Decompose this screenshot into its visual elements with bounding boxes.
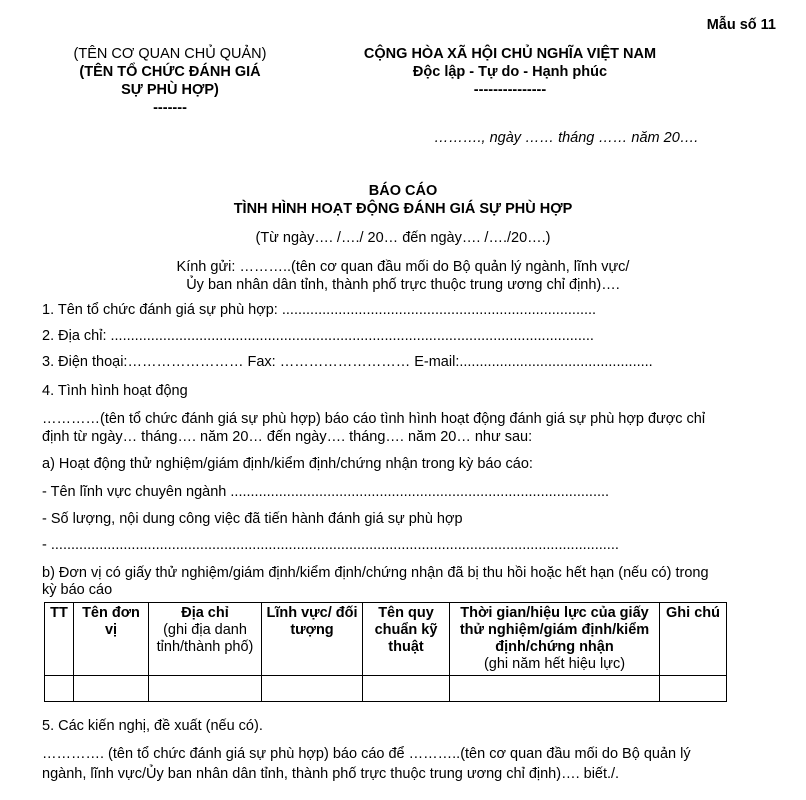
report-period: (Từ ngày…. /…./ 20… đến ngày…. /…./20….) xyxy=(255,230,551,246)
address-field: 2. Địa chỉ: ........................................................................................................................ xyxy=(42,328,594,344)
contact-field: 3. Điện thoại:…………………… Fax: ……………………… E-mail:................................................ xyxy=(42,354,653,370)
national-rule: --------------- xyxy=(473,82,547,98)
recipient-block xyxy=(0,258,806,294)
col-address: Địa chỉ (ghi địa danh tỉnh/thành phố) xyxy=(149,603,262,676)
report-title-line1: BÁO CÁO xyxy=(368,183,438,199)
national-title: CỘNG HÒA XÃ HỘI CHỦ NGHĨA VIỆT NAM xyxy=(363,46,657,62)
table-cell[interactable] xyxy=(660,676,727,702)
col-field: Lĩnh vực/ đối tượng xyxy=(262,603,363,676)
table-row xyxy=(45,676,727,702)
section4-intro-line1: …………(tên tổ chức đánh giá sự phù hợp) báo cáo tình hình hoạt động đánh giá sự phù hợp được chỉ xyxy=(42,411,706,427)
org-name-placeholder-1: (TÊN TỔ CHỨC ĐÁNH GIÁ xyxy=(79,64,261,80)
col-standard: Tên quy chuẩn kỹ thuật xyxy=(363,603,450,676)
agency-rule: ------- xyxy=(153,100,187,116)
section4a-heading: a) Hoạt động thử nghiệm/giám định/kiểm định/chứng nhận trong kỳ báo cáo: xyxy=(42,456,533,472)
report-title-line2: TÌNH HÌNH HOẠT ĐỘNG ĐÁNH GIÁ SỰ PHÙ HỢP xyxy=(233,201,573,217)
form-number: Mẫu số 11 xyxy=(706,17,776,33)
col-unit-name: Tên đơn vị xyxy=(74,603,149,676)
org-name-field: 1. Tên tổ chức đánh giá sự phù hợp: .............................................................................. xyxy=(42,302,597,318)
agency-header xyxy=(40,45,300,117)
col-tt: TT xyxy=(45,603,74,676)
section5-line1: …………. (tên tổ chức đánh giá sự phù hợp) báo cáo để ………..(tên cơ quan đầu mối do Bộ quản lý xyxy=(42,746,691,762)
national-motto: Độc lập - Tự do - Hạnh phúc xyxy=(412,64,608,80)
section4-intro-line2: định từ ngày… tháng…. năm 20… đến ngày…. tháng…. năm 20… như sau: xyxy=(42,429,533,445)
table-cell[interactable] xyxy=(450,676,660,702)
revoked-units-table xyxy=(44,602,727,702)
date-line: ………., ngày …… tháng …… năm 20…. xyxy=(434,130,699,146)
recipient-line1: Kính gửi: ………..(tên cơ quan đầu mối do Bộ quản lý ngành, lĩnh vực/ xyxy=(176,259,630,275)
section5-heading: 5. Các kiến nghị, đề xuất (nếu có). xyxy=(42,718,263,734)
table-cell[interactable] xyxy=(363,676,450,702)
specialty-field: - Tên lĩnh vực chuyên ngành .............................................................................................. xyxy=(42,484,610,500)
col-notes: Ghi chú xyxy=(660,603,727,676)
work-count-field: - Số lượng, nội dung công việc đã tiến hành đánh giá sự phù hợp xyxy=(42,511,463,527)
section4b-line2: kỳ báo cáo xyxy=(42,582,113,598)
col-validity: Thời gian/hiệu lực của giấy thử nghiệm/giám định/kiểm định/chứng nhận (ghi năm hết hiệu lực) xyxy=(450,603,660,676)
report-title xyxy=(0,182,806,218)
section4-heading: 4. Tình hình hoạt động xyxy=(42,383,188,399)
org-name-placeholder-2: SỰ PHÙ HỢP) xyxy=(121,82,219,98)
section4b-line1: b) Đơn vị có giấy thử nghiệm/giám định/kiểm định/chứng nhận đã bị thu hồi hoặc hết hạn (nếu có) trong xyxy=(42,565,709,581)
blank-field: - ............................................................................................................................................. xyxy=(42,537,619,553)
table-cell[interactable] xyxy=(149,676,262,702)
recipient-line2: Ủy ban nhân dân tỉnh, thành phố trực thuộc trung ương chỉ định)…. xyxy=(186,277,620,293)
national-header xyxy=(330,45,690,99)
section5-line2: ngành, lĩnh vực/Ủy ban nhân dân tỉnh, thành phố trực thuộc trung ương chỉ định)…. biết./. xyxy=(42,766,620,782)
table-header-row xyxy=(45,603,727,676)
table-cell[interactable] xyxy=(262,676,363,702)
table-cell[interactable] xyxy=(74,676,149,702)
parent-agency-placeholder: (TÊN CƠ QUAN CHỦ QUẢN) xyxy=(73,46,267,62)
table-cell[interactable] xyxy=(45,676,74,702)
